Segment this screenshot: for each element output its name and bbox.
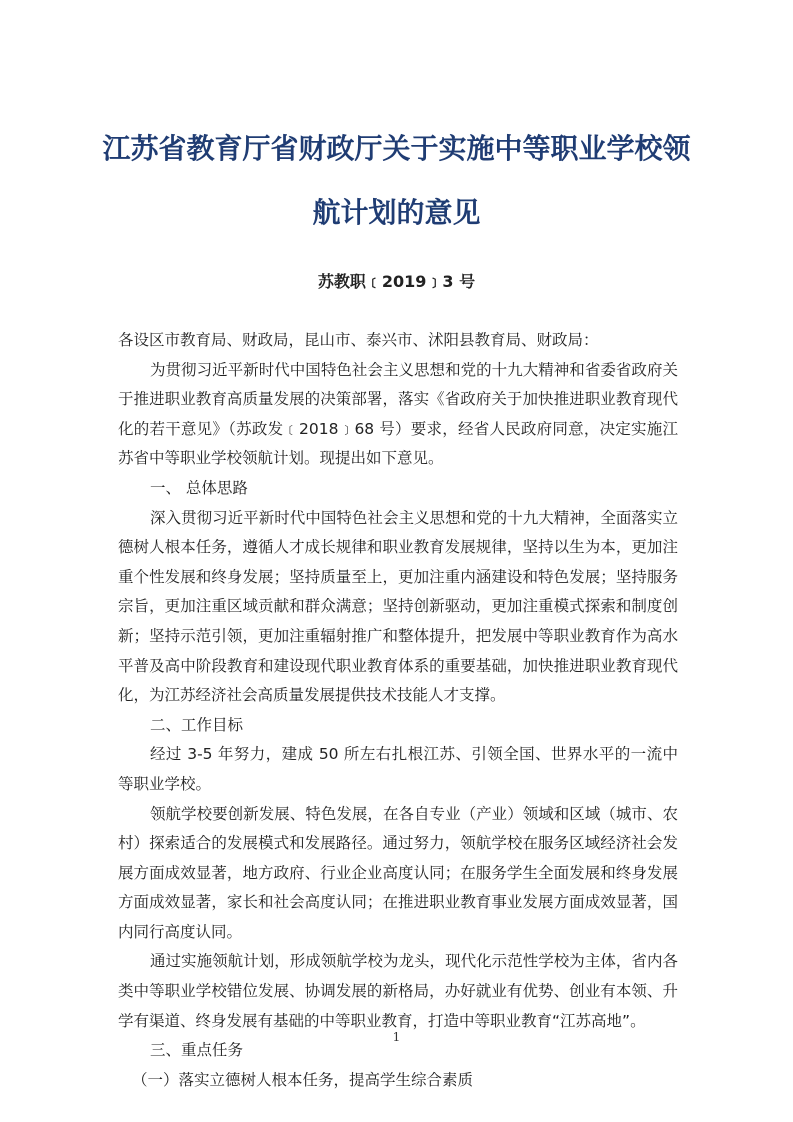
section-heading-1: 一、 总体思路 (150, 478, 248, 497)
subsection-heading-1: （一）落实立德树人根本任务，提高学生综合素质 (132, 1070, 474, 1089)
document-title-line-1: 江苏省教育厅省财政厅关于实施中等职业学校领 (102, 132, 691, 165)
section-heading-2: 二、工作目标 (150, 715, 244, 734)
document-title-line-2: 航计划的意见 (312, 196, 481, 229)
document-number: 苏教职﹝2019﹞3 号 (317, 272, 476, 291)
section-2-paragraph-2: 领航学校要创新发展、特色发展，在各自专业（产业）领域和区域（城市、农村）探索适合的发展模式和发展路径。通过努力，领航学校在服务区域经济社会发展方面成效显著，地方政府、行业企业高度认同；在服务学生全面发展和终身发展方面成效显著，家长和社会高度认同；在推进职业教育事业发展方面成效显著，国内同行高度认同。 (118, 804, 678, 941)
intro-paragraph: 为贯彻习近平新时代中国特色社会主义思想和党的十九大精神和省委省政府关于推进职业教育高质量发展的决策部署，落实《省政府关于加快推进职业教育现代化的若干意见》（苏政发﹝2018﹞68 号）要求，经省人民政府同意，决定实施江苏省中等职业学校领航计划。现提出如下意见。 (118, 360, 678, 468)
section-2-paragraph-1: 经过 3-5 年努力，建成 50 所左右扎根江苏、引领全国、世界水平的一流中等职业学校。 (118, 745, 678, 793)
section-2-paragraph-3: 通过实施领航计划，形成领航学校为龙头，现代化示范性学校为主体，省内各类中等职业学校错位发展、协调发展的新格局，办好就业有优势、创业有本领、升学有渠道、终身发展有基础的中等职业教育，打造中等职业教育“江苏高地”。 (118, 952, 678, 1030)
section-1-paragraph: 深入贯彻习近平新时代中国特色社会主义思想和党的十九大精神，全面落实立德树人根本任务，遵循人才成长规律和职业教育发展规律，坚持以生为本，更加注重个性发展和终身发展；坚持质量至上，更加注重内涵建设和特色发展；坚持服务宗旨，更加注重区域贡献和群众满意；坚持创新驱动，更加注重模式探索和制度创新；坚持示范引领，更加注重辐射推广和整体提升，把发展中等职业教育作为高水平普及高中阶段教育和建设现代职业教育体系的重要基础，加快推进职业教育现代化，为江苏经济社会高质量发展提供技术技能人才支撑。 (118, 508, 678, 705)
page-number: 1 (392, 1030, 401, 1044)
document-body (118, 326, 678, 1095)
addressee: 各设区市教育局、财政局，昆山市、泰兴市、沭阳县教育局、财政局： (118, 331, 599, 349)
section-heading-3: 三、重点任务 (150, 1041, 244, 1060)
